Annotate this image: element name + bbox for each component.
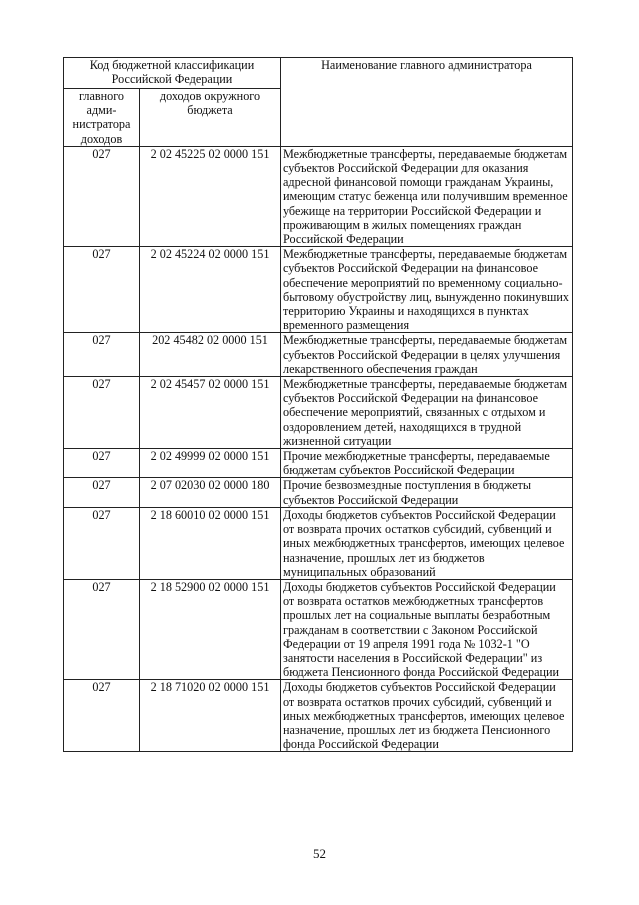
budget-code-cell: 202 45482 02 0000 151 xyxy=(140,333,281,377)
admin-code-cell: 027 xyxy=(64,478,140,507)
revenue-name-cell: Межбюджетные трансферты, передаваемые бюджетам субъектов Российской Федерации на финансовое обеспечение мероприятий, связанных с отдыхом и оздоровлением детей, находящихся в трудной жизненной ситуации xyxy=(281,377,573,449)
table-row xyxy=(64,449,573,478)
admin-code-cell: 027 xyxy=(64,146,140,246)
header-district-budget: доходов окружного бюджета xyxy=(140,89,281,147)
table-row xyxy=(64,507,573,579)
admin-code-cell: 027 xyxy=(64,680,140,752)
budget-classification-table xyxy=(63,57,573,752)
revenue-name-cell: Прочие безвозмездные поступления в бюджеты субъектов Российской Федерации xyxy=(281,478,573,507)
revenue-name-cell: Межбюджетные трансферты, передаваемые бюджетам субъектов Российской Федерации в целях улучшения лекарственного обеспечения граждан xyxy=(281,333,573,377)
admin-code-cell: 027 xyxy=(64,507,140,579)
budget-code-cell: 2 02 45224 02 0000 151 xyxy=(140,247,281,333)
header-group-title: Код бюджетной классификации Российской Федерации xyxy=(64,58,281,89)
budget-code-cell: 2 18 60010 02 0000 151 xyxy=(140,507,281,579)
budget-code-cell: 2 02 49999 02 0000 151 xyxy=(140,449,281,478)
admin-code-cell: 027 xyxy=(64,449,140,478)
revenue-name-cell: Прочие межбюджетные трансферты, передаваемые бюджетам субъектов Российской Федерации xyxy=(281,449,573,478)
budget-code-cell: 2 07 02030 02 0000 180 xyxy=(140,478,281,507)
table-row xyxy=(64,478,573,507)
table-row xyxy=(64,680,573,752)
table-body xyxy=(64,146,573,752)
table-row xyxy=(64,146,573,246)
admin-code-cell: 027 xyxy=(64,377,140,449)
table-row xyxy=(64,333,573,377)
budget-code-cell: 2 02 45225 02 0000 151 xyxy=(140,146,281,246)
revenue-name-cell: Доходы бюджетов субъектов Российской Федерации от возврата остатков прочих субсидий, субвенций и иных межбюджетных трансфертов, имеющих целевое назначение, прошлых лет из бюджета Пенсионного фонда Российской Федерации xyxy=(281,680,573,752)
table-row xyxy=(64,579,573,679)
table-row xyxy=(64,247,573,333)
table-row xyxy=(64,377,573,449)
admin-code-cell: 027 xyxy=(64,333,140,377)
header-admin-name: Наименование главного администратора xyxy=(281,58,573,147)
budget-code-cell: 2 18 71020 02 0000 151 xyxy=(140,680,281,752)
admin-code-cell: 027 xyxy=(64,579,140,679)
revenue-name-cell: Межбюджетные трансферты, передаваемые бюджетам субъектов Российской Федерации на финансовое обеспечение мероприятий по временному социально-бытовому обустройству лиц, вынужденно покинувших территорию Украины и находящихся в пунктах временного размещения xyxy=(281,247,573,333)
page-number: 52 xyxy=(313,846,326,861)
admin-code-cell: 027 xyxy=(64,247,140,333)
budget-code-cell: 2 02 45457 02 0000 151 xyxy=(140,377,281,449)
header-main-admin: главного адми-нистратора доходов xyxy=(64,89,140,147)
table-header xyxy=(64,58,573,147)
revenue-name-cell: Доходы бюджетов субъектов Российской Федерации от возврата прочих остатков субсидий, субвенций и иных межбюджетных трансфертов, имеющих целевое назначение, прошлых лет из бюджетов муниципальных образований xyxy=(281,507,573,579)
revenue-name-cell: Межбюджетные трансферты, передаваемые бюджетам субъектов Российской Федерации для оказания адресной финансовой помощи гражданам Украины, имеющим статус беженца или получившим временное убежище на территории Российской Федерации и проживающим в жилых помещениях граждан Российской Федерации xyxy=(281,146,573,246)
revenue-name-cell: Доходы бюджетов субъектов Российской Федерации от возврата остатков межбюджетных трансфертов прошлых лет на социальные выплаты безработным гражданам в соответствии с Законом Российской Федерации от 19 апреля 1991 года № 1032-1 "О занятости населения в Российской Федерации" из бюджета Пенсионного фонда Российской Федерации xyxy=(281,579,573,679)
budget-code-cell: 2 18 52900 02 0000 151 xyxy=(140,579,281,679)
